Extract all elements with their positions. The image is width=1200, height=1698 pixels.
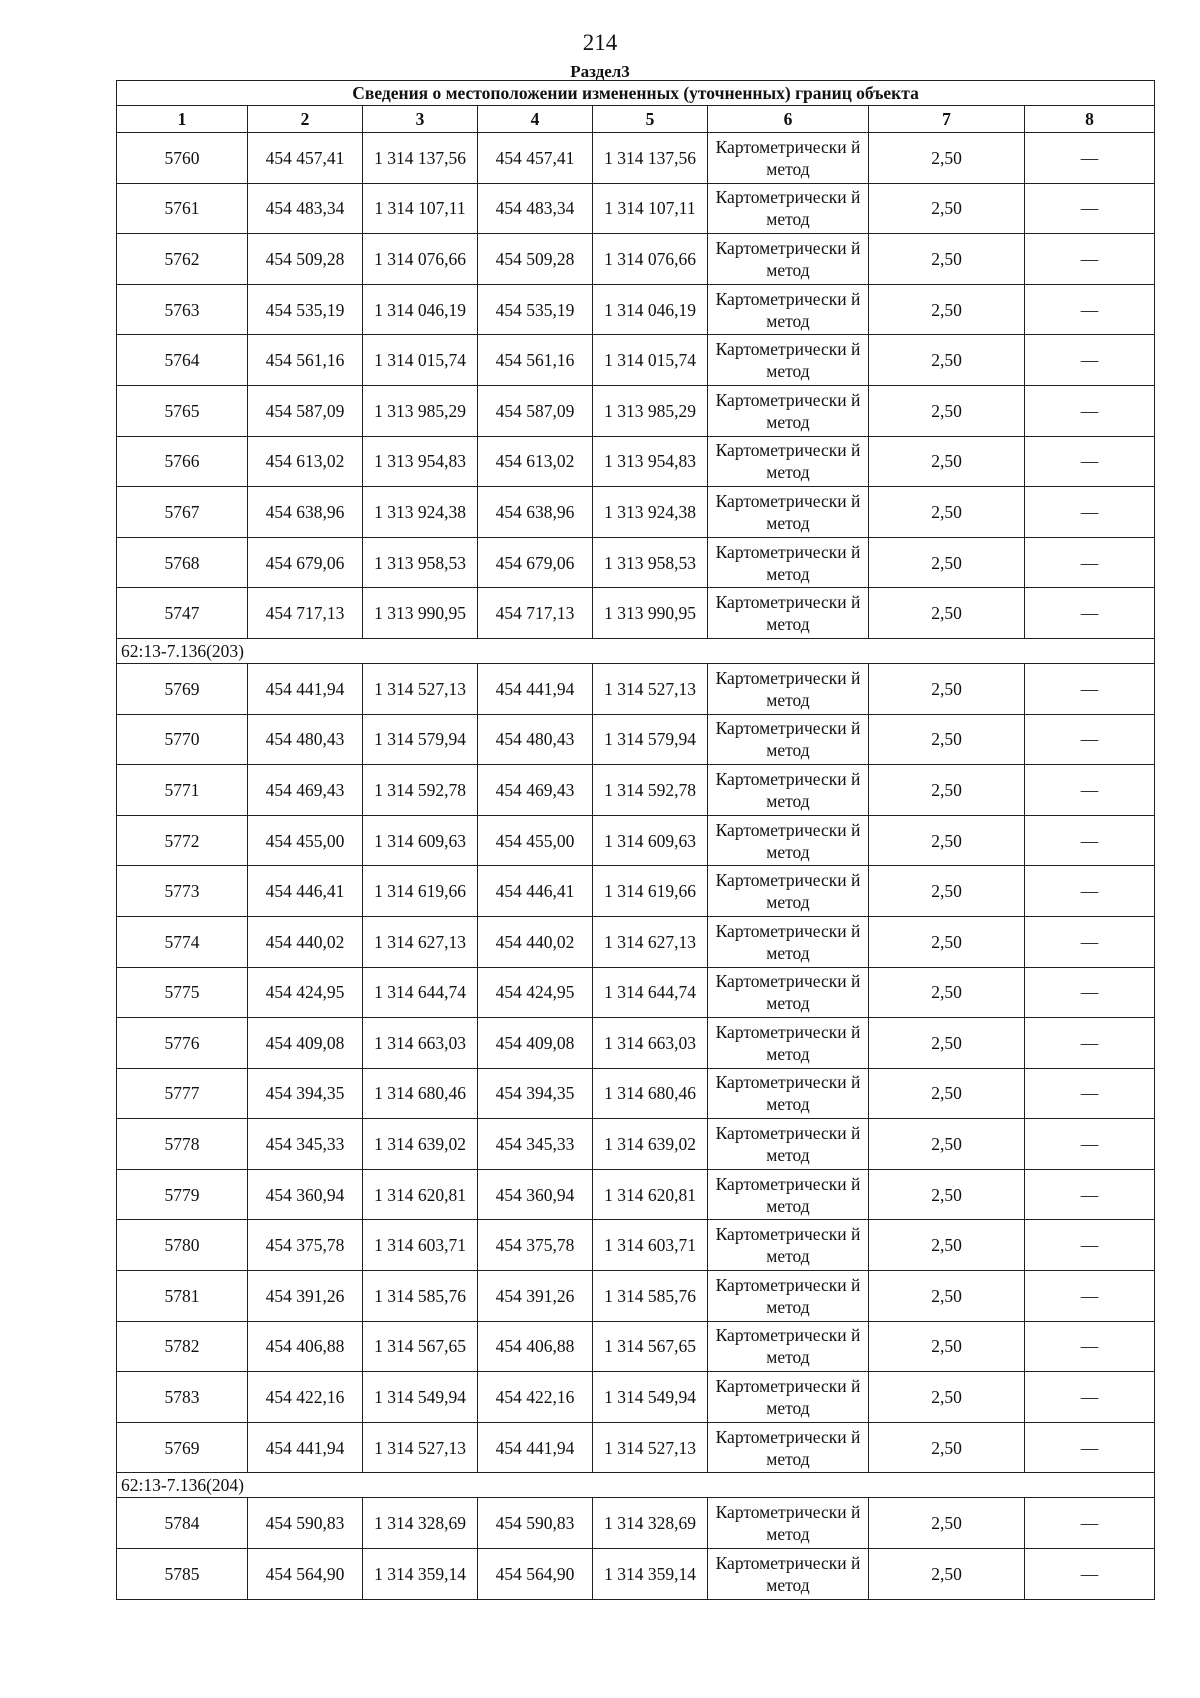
method-cell: Картометрически й метод xyxy=(708,1498,869,1549)
point-number-cell: 5772 xyxy=(117,815,248,866)
column-number: 4 xyxy=(478,106,593,133)
y-new-coordinate-cell: 1 314 527,13 xyxy=(593,663,708,714)
empty-mark-cell: — xyxy=(1025,1372,1155,1423)
y-new-coordinate-cell: 1 314 609,63 xyxy=(593,815,708,866)
x-coordinate-cell: 454 509,28 xyxy=(248,234,363,285)
method-cell: Картометрически й метод xyxy=(708,1220,869,1271)
accuracy-cell: 2,50 xyxy=(869,436,1025,487)
accuracy-cell: 2,50 xyxy=(869,1068,1025,1119)
empty-mark-cell: — xyxy=(1025,537,1155,588)
point-number-cell: 5778 xyxy=(117,1119,248,1170)
x-new-coordinate-cell: 454 441,94 xyxy=(478,663,593,714)
accuracy-cell: 2,50 xyxy=(869,487,1025,538)
empty-mark-cell: — xyxy=(1025,1068,1155,1119)
y-coordinate-cell: 1 314 627,13 xyxy=(363,916,478,967)
point-number-cell: 5766 xyxy=(117,436,248,487)
x-new-coordinate-cell: 454 480,43 xyxy=(478,714,593,765)
point-number-cell: 5776 xyxy=(117,1018,248,1069)
table-row xyxy=(117,537,1155,588)
x-new-coordinate-cell: 454 561,16 xyxy=(478,335,593,386)
table-row xyxy=(117,335,1155,386)
boundary-coordinates-table xyxy=(116,80,1155,1600)
y-coordinate-cell: 1 313 954,83 xyxy=(363,436,478,487)
accuracy-cell: 2,50 xyxy=(869,765,1025,816)
method-cell: Картометрически й метод xyxy=(708,714,869,765)
x-coordinate-cell: 454 587,09 xyxy=(248,385,363,436)
table-row xyxy=(117,1119,1155,1170)
point-number-cell: 5785 xyxy=(117,1549,248,1600)
y-coordinate-cell: 1 313 990,95 xyxy=(363,588,478,639)
empty-mark-cell: — xyxy=(1025,1119,1155,1170)
y-coordinate-cell: 1 314 619,66 xyxy=(363,866,478,917)
table-row xyxy=(117,1549,1155,1600)
y-new-coordinate-cell: 1 314 619,66 xyxy=(593,866,708,917)
point-number-cell: 5765 xyxy=(117,385,248,436)
table-row xyxy=(117,967,1155,1018)
column-number: 8 xyxy=(1025,106,1155,133)
y-coordinate-cell: 1 314 680,46 xyxy=(363,1068,478,1119)
y-new-coordinate-cell: 1 314 627,13 xyxy=(593,916,708,967)
x-coordinate-cell: 454 613,02 xyxy=(248,436,363,487)
y-new-coordinate-cell: 1 314 579,94 xyxy=(593,714,708,765)
accuracy-cell: 2,50 xyxy=(869,967,1025,1018)
y-new-coordinate-cell: 1 314 644,74 xyxy=(593,967,708,1018)
x-coordinate-cell: 454 441,94 xyxy=(248,1422,363,1473)
point-number-cell: 5762 xyxy=(117,234,248,285)
y-new-coordinate-cell: 1 314 603,71 xyxy=(593,1220,708,1271)
method-cell: Картометрически й метод xyxy=(708,1271,869,1322)
y-coordinate-cell: 1 314 567,65 xyxy=(363,1321,478,1372)
method-cell: Картометрически й метод xyxy=(708,335,869,386)
method-cell: Картометрически й метод xyxy=(708,866,869,917)
y-coordinate-cell: 1 314 015,74 xyxy=(363,335,478,386)
empty-mark-cell: — xyxy=(1025,436,1155,487)
table-row xyxy=(117,1271,1155,1322)
x-coordinate-cell: 454 394,35 xyxy=(248,1068,363,1119)
table-row xyxy=(117,588,1155,639)
accuracy-cell: 2,50 xyxy=(869,284,1025,335)
group-row xyxy=(117,638,1155,663)
empty-mark-cell: — xyxy=(1025,1271,1155,1322)
empty-mark-cell: — xyxy=(1025,385,1155,436)
x-new-coordinate-cell: 454 613,02 xyxy=(478,436,593,487)
accuracy-cell: 2,50 xyxy=(869,1271,1025,1322)
x-coordinate-cell: 454 446,41 xyxy=(248,866,363,917)
empty-mark-cell: — xyxy=(1025,1169,1155,1220)
empty-mark-cell: — xyxy=(1025,866,1155,917)
y-coordinate-cell: 1 314 549,94 xyxy=(363,1372,478,1423)
table-row xyxy=(117,487,1155,538)
y-coordinate-cell: 1 314 609,63 xyxy=(363,815,478,866)
x-coordinate-cell: 454 679,06 xyxy=(248,537,363,588)
table-row xyxy=(117,815,1155,866)
x-new-coordinate-cell: 454 409,08 xyxy=(478,1018,593,1069)
x-coordinate-cell: 454 406,88 xyxy=(248,1321,363,1372)
x-coordinate-cell: 454 535,19 xyxy=(248,284,363,335)
accuracy-cell: 2,50 xyxy=(869,916,1025,967)
accuracy-cell: 2,50 xyxy=(869,1422,1025,1473)
point-number-cell: 5761 xyxy=(117,183,248,234)
x-new-coordinate-cell: 454 394,35 xyxy=(478,1068,593,1119)
x-coordinate-cell: 454 483,34 xyxy=(248,183,363,234)
accuracy-cell: 2,50 xyxy=(869,385,1025,436)
page-number: 214 xyxy=(582,30,618,55)
table-row xyxy=(117,385,1155,436)
x-new-coordinate-cell: 454 535,19 xyxy=(478,284,593,335)
empty-mark-cell: — xyxy=(1025,234,1155,285)
accuracy-cell: 2,50 xyxy=(869,1321,1025,1372)
table-row xyxy=(117,1321,1155,1372)
table-row xyxy=(117,765,1155,816)
table-body xyxy=(117,133,1155,1600)
y-coordinate-cell: 1 314 328,69 xyxy=(363,1498,478,1549)
y-coordinate-cell: 1 314 046,19 xyxy=(363,284,478,335)
empty-mark-cell: — xyxy=(1025,1321,1155,1372)
empty-mark-cell: — xyxy=(1025,335,1155,386)
y-coordinate-cell: 1 314 592,78 xyxy=(363,765,478,816)
x-coordinate-cell: 454 638,96 xyxy=(248,487,363,538)
accuracy-cell: 2,50 xyxy=(869,1018,1025,1069)
x-coordinate-cell: 454 440,02 xyxy=(248,916,363,967)
x-new-coordinate-cell: 454 391,26 xyxy=(478,1271,593,1322)
accuracy-cell: 2,50 xyxy=(869,714,1025,765)
y-coordinate-cell: 1 314 076,66 xyxy=(363,234,478,285)
table-row xyxy=(117,1422,1155,1473)
y-new-coordinate-cell: 1 314 328,69 xyxy=(593,1498,708,1549)
y-coordinate-cell: 1 314 603,71 xyxy=(363,1220,478,1271)
x-new-coordinate-cell: 454 422,16 xyxy=(478,1372,593,1423)
method-cell: Картометрически й метод xyxy=(708,815,869,866)
accuracy-cell: 2,50 xyxy=(869,234,1025,285)
point-number-cell: 5770 xyxy=(117,714,248,765)
method-cell: Картометрически й метод xyxy=(708,183,869,234)
empty-mark-cell: — xyxy=(1025,133,1155,184)
method-cell: Картометрически й метод xyxy=(708,537,869,588)
method-cell: Картометрически й метод xyxy=(708,588,869,639)
point-number-cell: 5763 xyxy=(117,284,248,335)
column-number: 1 xyxy=(117,106,248,133)
y-new-coordinate-cell: 1 313 924,38 xyxy=(593,487,708,538)
x-coordinate-cell: 454 422,16 xyxy=(248,1372,363,1423)
column-number-row xyxy=(117,106,1155,133)
y-coordinate-cell: 1 314 644,74 xyxy=(363,967,478,1018)
point-number-cell: 5774 xyxy=(117,916,248,967)
x-coordinate-cell: 454 455,00 xyxy=(248,815,363,866)
method-cell: Картометрически й метод xyxy=(708,765,869,816)
x-coordinate-cell: 454 345,33 xyxy=(248,1119,363,1170)
table-row xyxy=(117,183,1155,234)
table-row xyxy=(117,1169,1155,1220)
y-coordinate-cell: 1 314 663,03 xyxy=(363,1018,478,1069)
empty-mark-cell: — xyxy=(1025,588,1155,639)
y-new-coordinate-cell: 1 314 107,11 xyxy=(593,183,708,234)
x-coordinate-cell: 454 360,94 xyxy=(248,1169,363,1220)
method-cell: Картометрически й метод xyxy=(708,1169,869,1220)
column-number: 5 xyxy=(593,106,708,133)
y-coordinate-cell: 1 314 527,13 xyxy=(363,1422,478,1473)
table-row xyxy=(117,663,1155,714)
point-number-cell: 5771 xyxy=(117,765,248,816)
empty-mark-cell: — xyxy=(1025,714,1155,765)
x-coordinate-cell: 454 424,95 xyxy=(248,967,363,1018)
x-new-coordinate-cell: 454 446,41 xyxy=(478,866,593,917)
group-label: 62:13-7.136(204) xyxy=(117,1473,1155,1498)
x-new-coordinate-cell: 454 345,33 xyxy=(478,1119,593,1170)
accuracy-cell: 2,50 xyxy=(869,1549,1025,1600)
method-cell: Картометрически й метод xyxy=(708,967,869,1018)
y-coordinate-cell: 1 314 137,56 xyxy=(363,133,478,184)
empty-mark-cell: — xyxy=(1025,967,1155,1018)
x-new-coordinate-cell: 454 483,34 xyxy=(478,183,593,234)
table-row xyxy=(117,714,1155,765)
table-row xyxy=(117,1018,1155,1069)
y-new-coordinate-cell: 1 313 958,53 xyxy=(593,537,708,588)
y-coordinate-cell: 1 314 639,02 xyxy=(363,1119,478,1170)
y-coordinate-cell: 1 314 585,76 xyxy=(363,1271,478,1322)
y-new-coordinate-cell: 1 314 549,94 xyxy=(593,1372,708,1423)
empty-mark-cell: — xyxy=(1025,284,1155,335)
column-number: 3 xyxy=(363,106,478,133)
table-row xyxy=(117,866,1155,917)
group-label: 62:13-7.136(203) xyxy=(117,638,1155,663)
x-coordinate-cell: 454 717,13 xyxy=(248,588,363,639)
accuracy-cell: 2,50 xyxy=(869,663,1025,714)
y-coordinate-cell: 1 314 107,11 xyxy=(363,183,478,234)
point-number-cell: 5777 xyxy=(117,1068,248,1119)
point-number-cell: 5764 xyxy=(117,335,248,386)
y-coordinate-cell: 1 314 579,94 xyxy=(363,714,478,765)
point-number-cell: 5760 xyxy=(117,133,248,184)
accuracy-cell: 2,50 xyxy=(869,183,1025,234)
accuracy-cell: 2,50 xyxy=(869,1220,1025,1271)
table-row xyxy=(117,284,1155,335)
x-new-coordinate-cell: 454 424,95 xyxy=(478,967,593,1018)
empty-mark-cell: — xyxy=(1025,1220,1155,1271)
empty-mark-cell: — xyxy=(1025,1422,1155,1473)
x-new-coordinate-cell: 454 679,06 xyxy=(478,537,593,588)
x-new-coordinate-cell: 454 590,83 xyxy=(478,1498,593,1549)
y-coordinate-cell: 1 314 620,81 xyxy=(363,1169,478,1220)
method-cell: Картометрически й метод xyxy=(708,234,869,285)
y-new-coordinate-cell: 1 314 359,14 xyxy=(593,1549,708,1600)
table-row xyxy=(117,436,1155,487)
x-new-coordinate-cell: 454 457,41 xyxy=(478,133,593,184)
table-row xyxy=(117,916,1155,967)
method-cell: Картометрически й метод xyxy=(708,385,869,436)
point-number-cell: 5769 xyxy=(117,1422,248,1473)
x-coordinate-cell: 454 590,83 xyxy=(248,1498,363,1549)
y-coordinate-cell: 1 313 958,53 xyxy=(363,537,478,588)
accuracy-cell: 2,50 xyxy=(869,537,1025,588)
point-number-cell: 5781 xyxy=(117,1271,248,1322)
method-cell: Картометрически й метод xyxy=(708,133,869,184)
method-cell: Картометрически й метод xyxy=(708,284,869,335)
x-coordinate-cell: 454 391,26 xyxy=(248,1271,363,1322)
y-new-coordinate-cell: 1 314 663,03 xyxy=(593,1018,708,1069)
x-new-coordinate-cell: 454 406,88 xyxy=(478,1321,593,1372)
point-number-cell: 5747 xyxy=(117,588,248,639)
x-new-coordinate-cell: 454 441,94 xyxy=(478,1422,593,1473)
x-coordinate-cell: 454 480,43 xyxy=(248,714,363,765)
accuracy-cell: 2,50 xyxy=(869,1372,1025,1423)
point-number-cell: 5779 xyxy=(117,1169,248,1220)
point-number-cell: 5784 xyxy=(117,1498,248,1549)
method-cell: Картометрически й метод xyxy=(708,1068,869,1119)
empty-mark-cell: — xyxy=(1025,487,1155,538)
table-row xyxy=(117,133,1155,184)
table-row xyxy=(117,1068,1155,1119)
x-coordinate-cell: 454 375,78 xyxy=(248,1220,363,1271)
method-cell: Картометрически й метод xyxy=(708,1119,869,1170)
x-coordinate-cell: 454 469,43 xyxy=(248,765,363,816)
point-number-cell: 5775 xyxy=(117,967,248,1018)
column-number: 6 xyxy=(708,106,869,133)
accuracy-cell: 2,50 xyxy=(869,1119,1025,1170)
accuracy-cell: 2,50 xyxy=(869,1498,1025,1549)
y-coordinate-cell: 1 314 527,13 xyxy=(363,663,478,714)
empty-mark-cell: — xyxy=(1025,1549,1155,1600)
section-title: Раздел3 xyxy=(570,62,630,81)
empty-mark-cell: — xyxy=(1025,663,1155,714)
point-number-cell: 5773 xyxy=(117,866,248,917)
table-caption: Сведения о местоположении измененных (уточненных) границ объекта xyxy=(117,81,1155,106)
x-coordinate-cell: 454 441,94 xyxy=(248,663,363,714)
x-coordinate-cell: 454 409,08 xyxy=(248,1018,363,1069)
y-new-coordinate-cell: 1 314 592,78 xyxy=(593,765,708,816)
point-number-cell: 5769 xyxy=(117,663,248,714)
method-cell: Картометрически й метод xyxy=(708,916,869,967)
point-number-cell: 5780 xyxy=(117,1220,248,1271)
x-coordinate-cell: 454 457,41 xyxy=(248,133,363,184)
x-coordinate-cell: 454 564,90 xyxy=(248,1549,363,1600)
method-cell: Картометрически й метод xyxy=(708,1018,869,1069)
x-new-coordinate-cell: 454 587,09 xyxy=(478,385,593,436)
x-new-coordinate-cell: 454 509,28 xyxy=(478,234,593,285)
x-new-coordinate-cell: 454 360,94 xyxy=(478,1169,593,1220)
empty-mark-cell: — xyxy=(1025,815,1155,866)
y-new-coordinate-cell: 1 314 015,74 xyxy=(593,335,708,386)
table-row xyxy=(117,1498,1155,1549)
y-new-coordinate-cell: 1 314 076,66 xyxy=(593,234,708,285)
point-number-cell: 5783 xyxy=(117,1372,248,1423)
method-cell: Картометрически й метод xyxy=(708,487,869,538)
x-coordinate-cell: 454 561,16 xyxy=(248,335,363,386)
empty-mark-cell: — xyxy=(1025,916,1155,967)
y-new-coordinate-cell: 1 314 639,02 xyxy=(593,1119,708,1170)
x-new-coordinate-cell: 454 638,96 xyxy=(478,487,593,538)
group-row xyxy=(117,1473,1155,1498)
method-cell: Картометрически й метод xyxy=(708,1422,869,1473)
accuracy-cell: 2,50 xyxy=(869,133,1025,184)
y-new-coordinate-cell: 1 314 046,19 xyxy=(593,284,708,335)
point-number-cell: 5768 xyxy=(117,537,248,588)
table-row xyxy=(117,1372,1155,1423)
y-new-coordinate-cell: 1 313 954,83 xyxy=(593,436,708,487)
empty-mark-cell: — xyxy=(1025,1018,1155,1069)
empty-mark-cell: — xyxy=(1025,1498,1155,1549)
point-number-cell: 5767 xyxy=(117,487,248,538)
table-row xyxy=(117,234,1155,285)
accuracy-cell: 2,50 xyxy=(869,588,1025,639)
method-cell: Картометрически й метод xyxy=(708,436,869,487)
y-coordinate-cell: 1 313 985,29 xyxy=(363,385,478,436)
y-new-coordinate-cell: 1 313 990,95 xyxy=(593,588,708,639)
point-number-cell: 5782 xyxy=(117,1321,248,1372)
y-new-coordinate-cell: 1 314 527,13 xyxy=(593,1422,708,1473)
x-new-coordinate-cell: 454 375,78 xyxy=(478,1220,593,1271)
x-new-coordinate-cell: 454 564,90 xyxy=(478,1549,593,1600)
accuracy-cell: 2,50 xyxy=(869,866,1025,917)
method-cell: Картометрически й метод xyxy=(708,1372,869,1423)
method-cell: Картометрически й метод xyxy=(708,1549,869,1600)
y-new-coordinate-cell: 1 314 585,76 xyxy=(593,1271,708,1322)
method-cell: Картометрически й метод xyxy=(708,663,869,714)
accuracy-cell: 2,50 xyxy=(869,335,1025,386)
y-coordinate-cell: 1 314 359,14 xyxy=(363,1549,478,1600)
y-new-coordinate-cell: 1 314 620,81 xyxy=(593,1169,708,1220)
y-coordinate-cell: 1 313 924,38 xyxy=(363,487,478,538)
x-new-coordinate-cell: 454 440,02 xyxy=(478,916,593,967)
x-new-coordinate-cell: 454 455,00 xyxy=(478,815,593,866)
column-number: 2 xyxy=(248,106,363,133)
column-number: 7 xyxy=(869,106,1025,133)
y-new-coordinate-cell: 1 314 137,56 xyxy=(593,133,708,184)
y-new-coordinate-cell: 1 314 567,65 xyxy=(593,1321,708,1372)
x-new-coordinate-cell: 454 717,13 xyxy=(478,588,593,639)
table-row xyxy=(117,1220,1155,1271)
y-new-coordinate-cell: 1 314 680,46 xyxy=(593,1068,708,1119)
empty-mark-cell: — xyxy=(1025,183,1155,234)
empty-mark-cell: — xyxy=(1025,765,1155,816)
accuracy-cell: 2,50 xyxy=(869,1169,1025,1220)
x-new-coordinate-cell: 454 469,43 xyxy=(478,765,593,816)
y-new-coordinate-cell: 1 313 985,29 xyxy=(593,385,708,436)
accuracy-cell: 2,50 xyxy=(869,815,1025,866)
method-cell: Картометрически й метод xyxy=(708,1321,869,1372)
